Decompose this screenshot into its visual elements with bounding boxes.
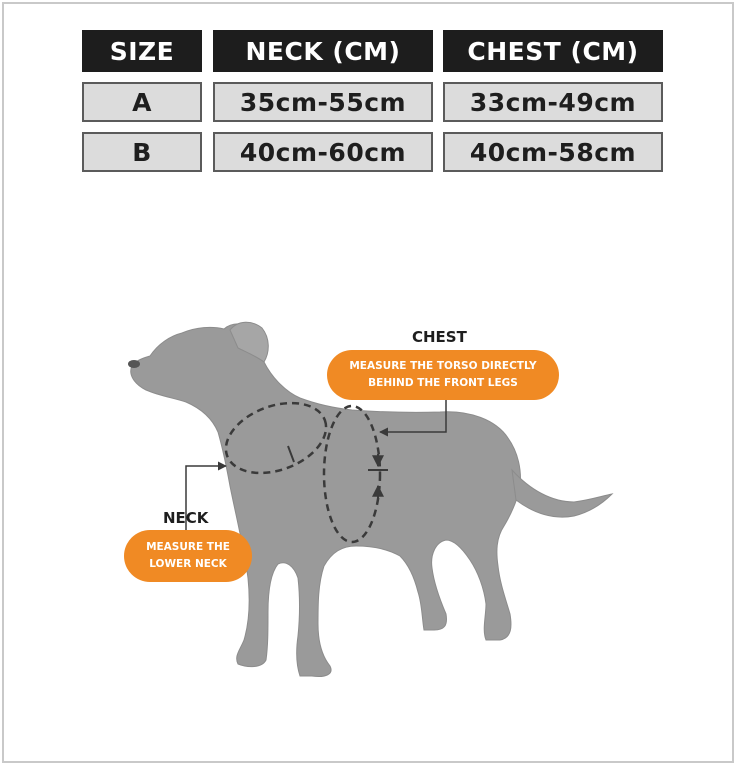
header-neck: NECK (CM) [213, 30, 433, 72]
size-b-cell: B [82, 132, 202, 172]
chest-instruction-line-1: MEASURE THE TORSO DIRECTLY [349, 360, 537, 372]
chest-instruction-badge [327, 350, 559, 400]
size-a-chest-cell: 33cm-49cm [443, 82, 663, 122]
header-size: SIZE [82, 30, 202, 72]
neck-instruction-line-1: MEASURE THE [146, 541, 230, 553]
size-a-neck-cell: 35cm-55cm [213, 82, 433, 122]
chest-instruction-line-2: BEHIND THE FRONT LEGS [368, 377, 518, 389]
nose-icon [128, 360, 140, 368]
neck-instruction-badge [124, 530, 252, 582]
size-b-neck-cell: 40cm-60cm [213, 132, 433, 172]
chest-label: CHEST [412, 328, 467, 346]
header-chest: CHEST (CM) [443, 30, 663, 72]
size-a-cell: A [82, 82, 202, 122]
neck-label: NECK [163, 509, 209, 527]
size-b-chest-cell: 40cm-58cm [443, 132, 663, 172]
neck-instruction-line-2: LOWER NECK [149, 558, 227, 570]
